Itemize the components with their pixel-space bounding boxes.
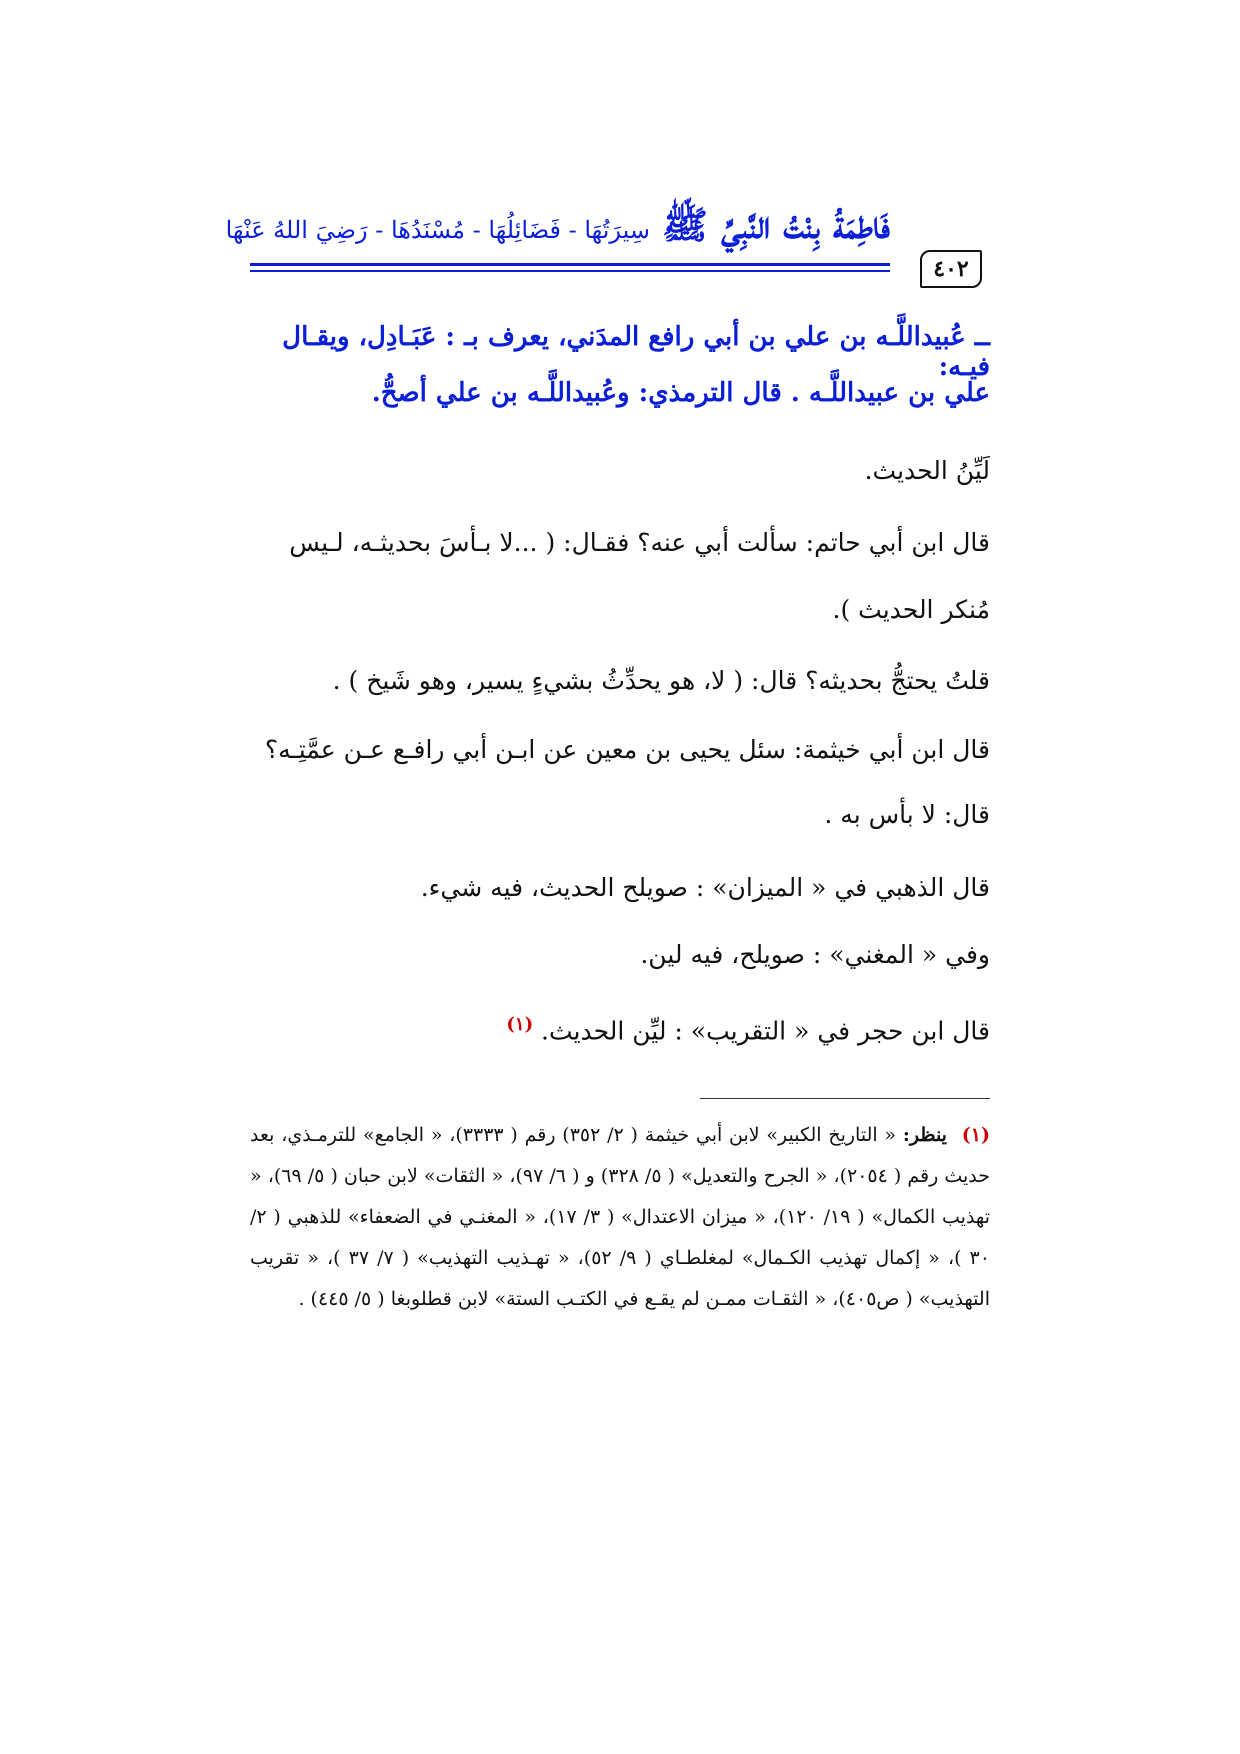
footnote-text: « التاريخ الكبير» لابن أبي خيثمة ( ٢/ ٣٥٢) رقم ( ٣٣٣٣)، « الجامع» للترمـذي، بعد حديث رقم ( ٢٠٥٤)، « الجرح والتعديل» ( ٥/ ٣٢٨) و ( ٦/ ٩٧)، « الثقات» لابن حبان ( ٥/ ٦٩)، « تهذيب الكمال» ( ١٩/ ١٢٠)، « ميزان الاعتدال» ( ٣/ ١٧)، « المغنـي في الضعفاء» للذهبي ( ٢/ ٣٠ )، « إكمال تهذيب الكـمال» لمغلطـاي ( ٩/ ٥٢)، « تهـذيب التهذيب» ( ٧/ ٣٧ )، « تقريب التهذيب» ( ص٤٠٥)، « الثقـات ممـن لم يقـع في الكتـب الستة» لابن قطلوبغا ( ٥/ ٤٤٥) . <box>250 1124 991 1310</box>
paragraph-7 <box>250 1010 1080 1046</box>
paragraph-5: قال الذهبي في « الميزان» : صويلح الحديث، فيه شيء. <box>420 873 990 902</box>
paragraph-7-text: قال ابن حجر في « التقريب» : ليِّن الحديث. <box>541 1016 990 1046</box>
header-rule <box>250 263 890 266</box>
footnote <box>250 1115 990 1320</box>
page-number: ٤٠٢ <box>920 250 982 288</box>
entry-heading-line-2: علي بن عبيداللَّـه . قال الترمذي: وعُبيداللَّـه بن علي أصحُّ. <box>371 378 990 408</box>
paragraph-6: وفي « المغني» : صويلح، فيه لين. <box>640 940 990 969</box>
paragraph-4-line-1: قال ابن أبي خيثمة: سئل يحيى بن معين عن ابـن أبي رافـع عـن عمَّتِـه؟ <box>264 735 990 764</box>
paragraph-2-line-1: قال ابن أبي حاتم: سألت أبي عنه؟ فقـال: ( ...لا بـأسَ بحديثـه، لـيس <box>289 528 990 557</box>
paragraph-3: قلتُ يحتجُّ بحديثه؟ قال: ( لا، هو يحدِّثُ بشيءٍ يسير، وهو شَيخ ) . <box>332 666 990 695</box>
entry-heading-line-1: ــ عُبيداللَّـه بن علي بن أبي رافع المدَني، يعرف بـ : عَبَـادِل، ويقـال فيـه: <box>282 322 990 382</box>
header-title <box>225 202 890 257</box>
book-title: فَاطِمَةُ بِنْتُ النَّبِيِّ ﷺ <box>662 202 890 247</box>
book-subtitle: سِيرَتُهَا - فَضَائِلُهَا - مُسْنَدُهَا - رَضِيَ اللهُ عَنْهَا <box>225 216 650 244</box>
paragraph-2-line-2: مُنكر الحديث ). <box>832 595 990 624</box>
paragraph-4-line-2: قال: لا بأس به . <box>824 800 990 829</box>
header-rule-secondary <box>250 270 890 272</box>
footnote-number: (١) <box>961 1124 990 1146</box>
footnote-divider <box>700 1098 990 1099</box>
footnote-label: ينظر: <box>902 1124 947 1146</box>
page-header <box>225 180 990 282</box>
paragraph-1: لَيِّنُ الحديث. <box>864 456 990 485</box>
footnote-marker[interactable]: (١) <box>506 1014 534 1035</box>
